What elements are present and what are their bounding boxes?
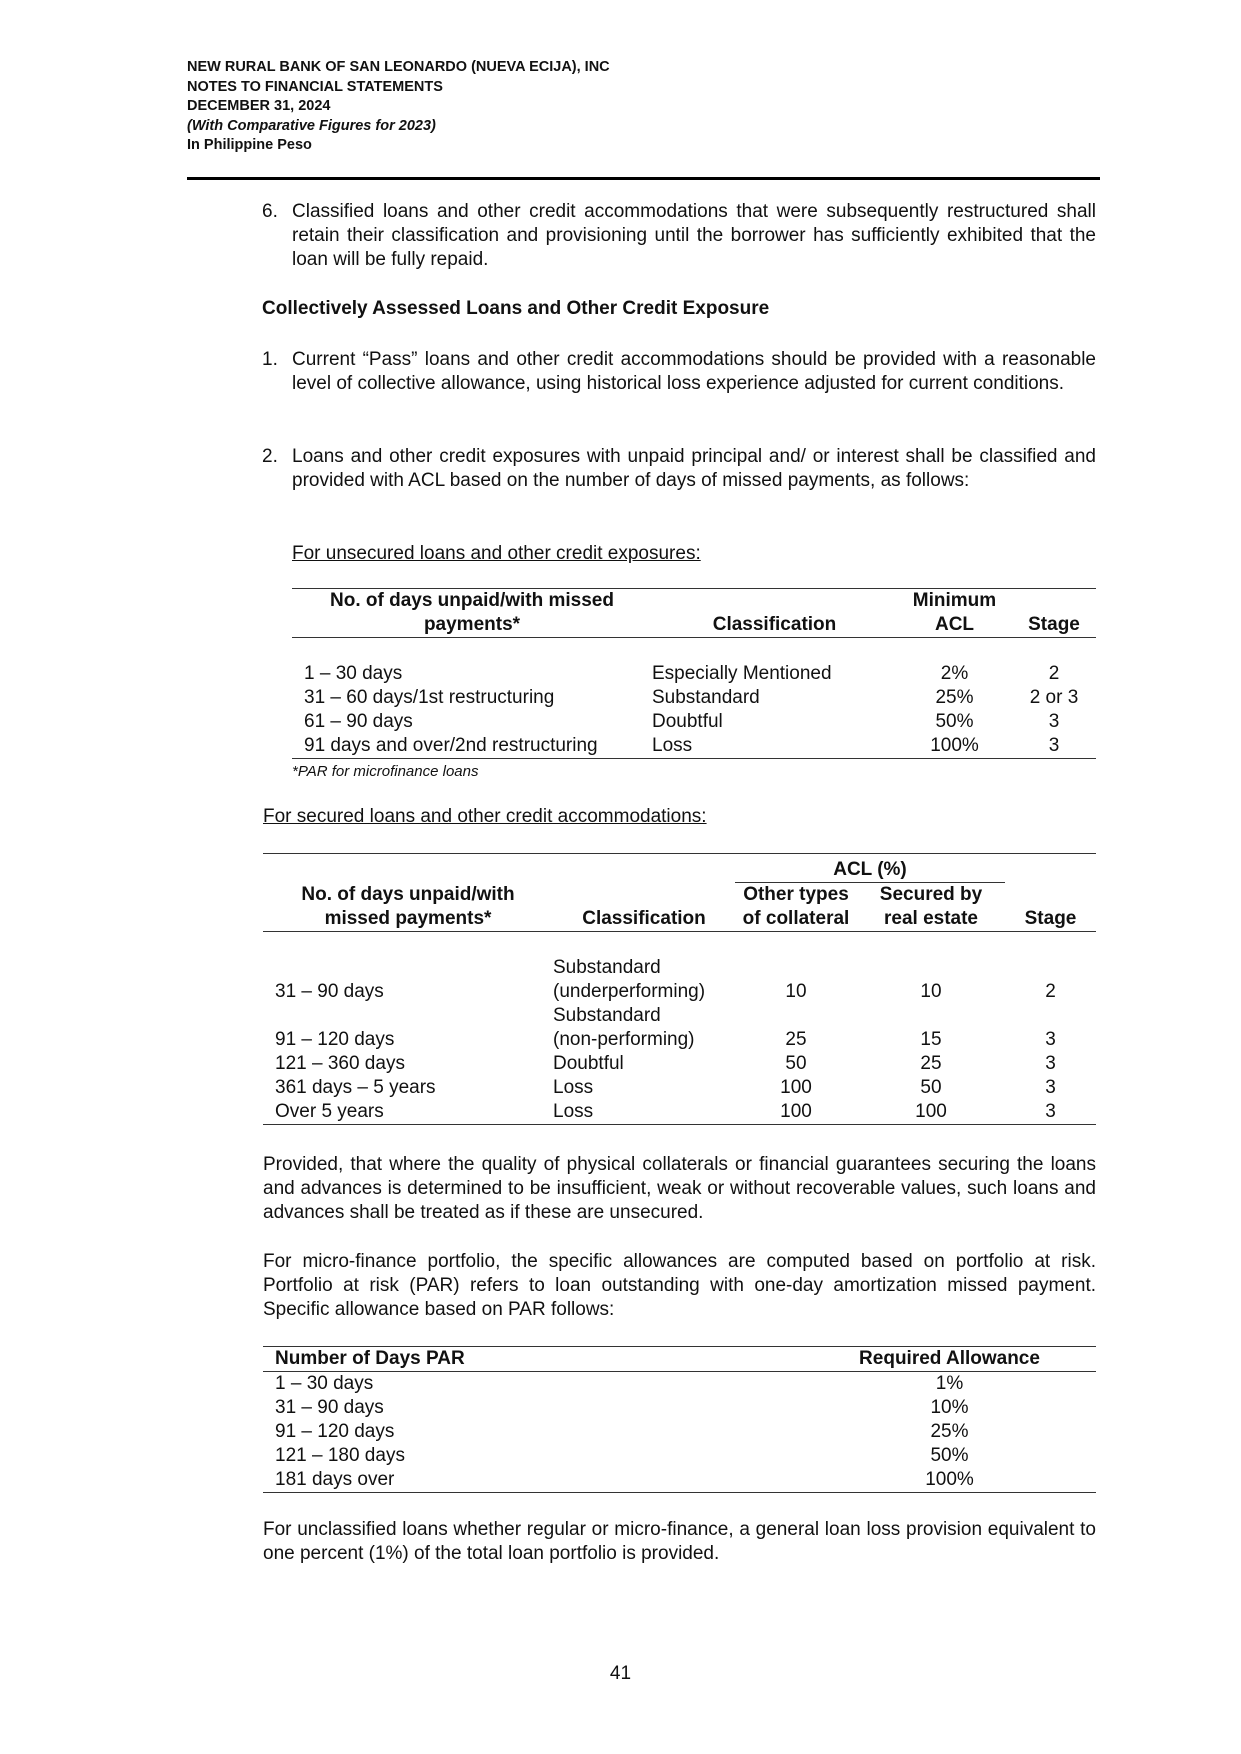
table-row bbox=[263, 980, 1096, 1004]
header-other-collateral: Other types bbox=[743, 884, 849, 905]
cell-stage: 3 bbox=[1048, 735, 1060, 756]
cell-days: 361 days – 5 years bbox=[275, 1077, 436, 1098]
unsecured-caption: For unsecured loans and other credit exposures: bbox=[292, 543, 701, 564]
item-6-text: Classified loans and other credit accommodations that were subsequently restructured shall retain their classification and provisioning until the borrower has sufficiently exhibited that the loan will be fully repaid. bbox=[292, 201, 1096, 270]
cell-other: 100 bbox=[780, 1077, 812, 1098]
cell-days: 31 – 90 days bbox=[275, 1397, 384, 1418]
provided-paragraph: Provided, that where the quality of physical collaterals or financial guarantees securing the loans and advances is determined to be insufficient, weak or without recoverable values, such loans and advances shall be treated as if these are unsecured. bbox=[263, 1154, 1096, 1223]
cell-classification: Substandard bbox=[553, 957, 661, 978]
cell-other: 25 bbox=[785, 1029, 807, 1050]
microfinance-paragraph: For micro-finance portfolio, the specific allowances are computed based on portfolio at risk. Portfolio at risk (PAR) refers to loan outstanding with one-day amortization missed payment. Specific allowance based on PAR follows: bbox=[263, 1251, 1096, 1320]
cell-days: Over 5 years bbox=[275, 1101, 384, 1122]
secured-table bbox=[263, 853, 1096, 1125]
currency-note: In Philippine Peso bbox=[187, 137, 312, 153]
table-row bbox=[263, 1100, 1096, 1125]
table-row bbox=[263, 1444, 1096, 1468]
cell-allowance: 50% bbox=[930, 1445, 969, 1466]
header-rule bbox=[187, 177, 1100, 180]
table-row bbox=[263, 1052, 1096, 1076]
cell-classification: Substandard bbox=[652, 687, 760, 708]
header-classification: Classification bbox=[712, 614, 837, 635]
cell-acl: 100% bbox=[930, 735, 979, 756]
statement-title: NOTES TO FINANCIAL STATEMENTS bbox=[187, 78, 443, 95]
header-days: missed payments* bbox=[324, 908, 492, 929]
cell-stage: 3 bbox=[1048, 711, 1060, 732]
cell-days: 121 – 360 days bbox=[275, 1053, 405, 1074]
table-row bbox=[292, 686, 1096, 710]
par-table bbox=[263, 1346, 1096, 1493]
cell-classification: Loss bbox=[553, 1077, 594, 1098]
unsecured-table bbox=[292, 588, 1096, 759]
cell-stage: 3 bbox=[1045, 1053, 1056, 1074]
header-acl: ACL bbox=[934, 614, 975, 635]
cell-stage: 3 bbox=[1045, 1101, 1056, 1122]
cell-stage: 3 bbox=[1045, 1077, 1056, 1098]
header-stage: Stage bbox=[1024, 908, 1077, 929]
cell-classification: Doubtful bbox=[652, 711, 723, 732]
cell-classification: Doubtful bbox=[553, 1053, 624, 1074]
header-days: No. of days unpaid/with missed bbox=[330, 590, 614, 611]
page-number: 41 bbox=[609, 1663, 632, 1684]
table-row bbox=[263, 1396, 1096, 1420]
cell-classification: Loss bbox=[652, 735, 693, 756]
statement-date: DECEMBER 31, 2024 bbox=[187, 98, 331, 114]
cell-allowance: 100% bbox=[925, 1469, 974, 1490]
item-2-text: Loans and other credit exposures with unpaid principal and/ or interest shall be classified and provided with ACL based on the number of days of missed payments, as follows: bbox=[292, 446, 1096, 491]
secured-caption: For secured loans and other credit accommodations: bbox=[263, 806, 707, 827]
table-row bbox=[263, 1028, 1096, 1052]
cell-other: 50 bbox=[785, 1053, 807, 1074]
header-acl: Minimum bbox=[912, 590, 997, 611]
cell-other: 100 bbox=[780, 1101, 812, 1122]
cell-real: 15 bbox=[920, 1029, 942, 1050]
header-par-days: Number of Days PAR bbox=[275, 1348, 465, 1369]
cell-acl: 25% bbox=[935, 687, 974, 708]
cell-days: 31 – 60 days/1st restructuring bbox=[304, 687, 555, 708]
header-days: payments* bbox=[423, 614, 521, 635]
cell-classification: Substandard bbox=[553, 1005, 661, 1026]
cell-stage: 2 or 3 bbox=[1029, 687, 1079, 708]
cell-days: 121 – 180 days bbox=[275, 1445, 405, 1466]
item-number: 6. bbox=[262, 201, 278, 222]
header-required-allowance: Required Allowance bbox=[859, 1348, 1040, 1369]
cell-stage: 3 bbox=[1045, 1029, 1056, 1050]
cell-allowance: 10% bbox=[930, 1397, 969, 1418]
item-number: 2. bbox=[262, 446, 278, 467]
table-row bbox=[263, 1076, 1096, 1100]
header-real-estate: real estate bbox=[883, 908, 978, 929]
header-real-estate: Secured by bbox=[879, 884, 983, 905]
cell-days: 1 – 30 days bbox=[304, 663, 403, 684]
cell-other: 10 bbox=[785, 981, 807, 1002]
cell-days: 181 days over bbox=[275, 1469, 395, 1490]
unsecured-footnote: *PAR for microfinance loans bbox=[292, 763, 479, 780]
table-row bbox=[292, 710, 1096, 734]
item-number: 1. bbox=[262, 349, 278, 370]
cell-allowance: 1% bbox=[935, 1373, 964, 1394]
header-stage: Stage bbox=[1028, 614, 1080, 635]
company-name: NEW RURAL BANK OF SAN LEONARDO (NUEVA ECIJA), INC bbox=[187, 59, 610, 75]
cell-allowance: 25% bbox=[930, 1421, 969, 1442]
cell-classification: Especially Mentioned bbox=[652, 663, 832, 684]
cell-classification: (non-performing) bbox=[553, 1029, 695, 1050]
cell-acl: 50% bbox=[935, 711, 974, 732]
header-days: No. of days unpaid/with bbox=[301, 884, 515, 905]
cell-stage: 2 bbox=[1048, 663, 1060, 684]
header-acl-group: ACL (%) bbox=[735, 854, 1005, 883]
unclassified-paragraph: For unclassified loans whether regular or micro-finance, a general loan loss provision equivalent to one percent (1%) of the total loan portfolio is provided. bbox=[263, 1519, 1096, 1564]
table-row bbox=[263, 1372, 1096, 1397]
section-heading: Collectively Assessed Loans and Other Credit Exposure bbox=[262, 298, 770, 319]
cell-acl: 2% bbox=[940, 663, 969, 684]
cell-real: 100 bbox=[915, 1101, 947, 1122]
cell-real: 10 bbox=[920, 981, 942, 1002]
document-header bbox=[187, 58, 610, 156]
item-1-text: Current “Pass” loans and other credit accommodations should be provided with a reasonable level of collective allowance, using historical loss experience adjusted for current conditions. bbox=[292, 349, 1096, 394]
cell-days: 91 – 120 days bbox=[275, 1421, 395, 1442]
header-other-collateral: of collateral bbox=[742, 908, 850, 929]
cell-real: 25 bbox=[920, 1053, 942, 1074]
cell-days: 91 – 120 days bbox=[275, 1029, 395, 1050]
cell-classification: Loss bbox=[553, 1101, 594, 1122]
cell-days: 1 – 30 days bbox=[275, 1373, 374, 1394]
cell-days: 61 – 90 days bbox=[304, 711, 413, 732]
cell-real: 50 bbox=[920, 1077, 942, 1098]
cell-stage: 2 bbox=[1045, 981, 1056, 1002]
cell-days: 31 – 90 days bbox=[275, 981, 384, 1002]
table-row bbox=[263, 1420, 1096, 1444]
cell-classification: (underperforming) bbox=[553, 981, 706, 1002]
cell-days: 91 days and over/2nd restructuring bbox=[304, 735, 598, 756]
header-classification: Classification bbox=[582, 908, 706, 929]
table-row bbox=[263, 1468, 1096, 1493]
table-row bbox=[292, 662, 1096, 686]
comparative-note: (With Comparative Figures for 2023) bbox=[187, 117, 436, 134]
table-row bbox=[292, 734, 1096, 759]
